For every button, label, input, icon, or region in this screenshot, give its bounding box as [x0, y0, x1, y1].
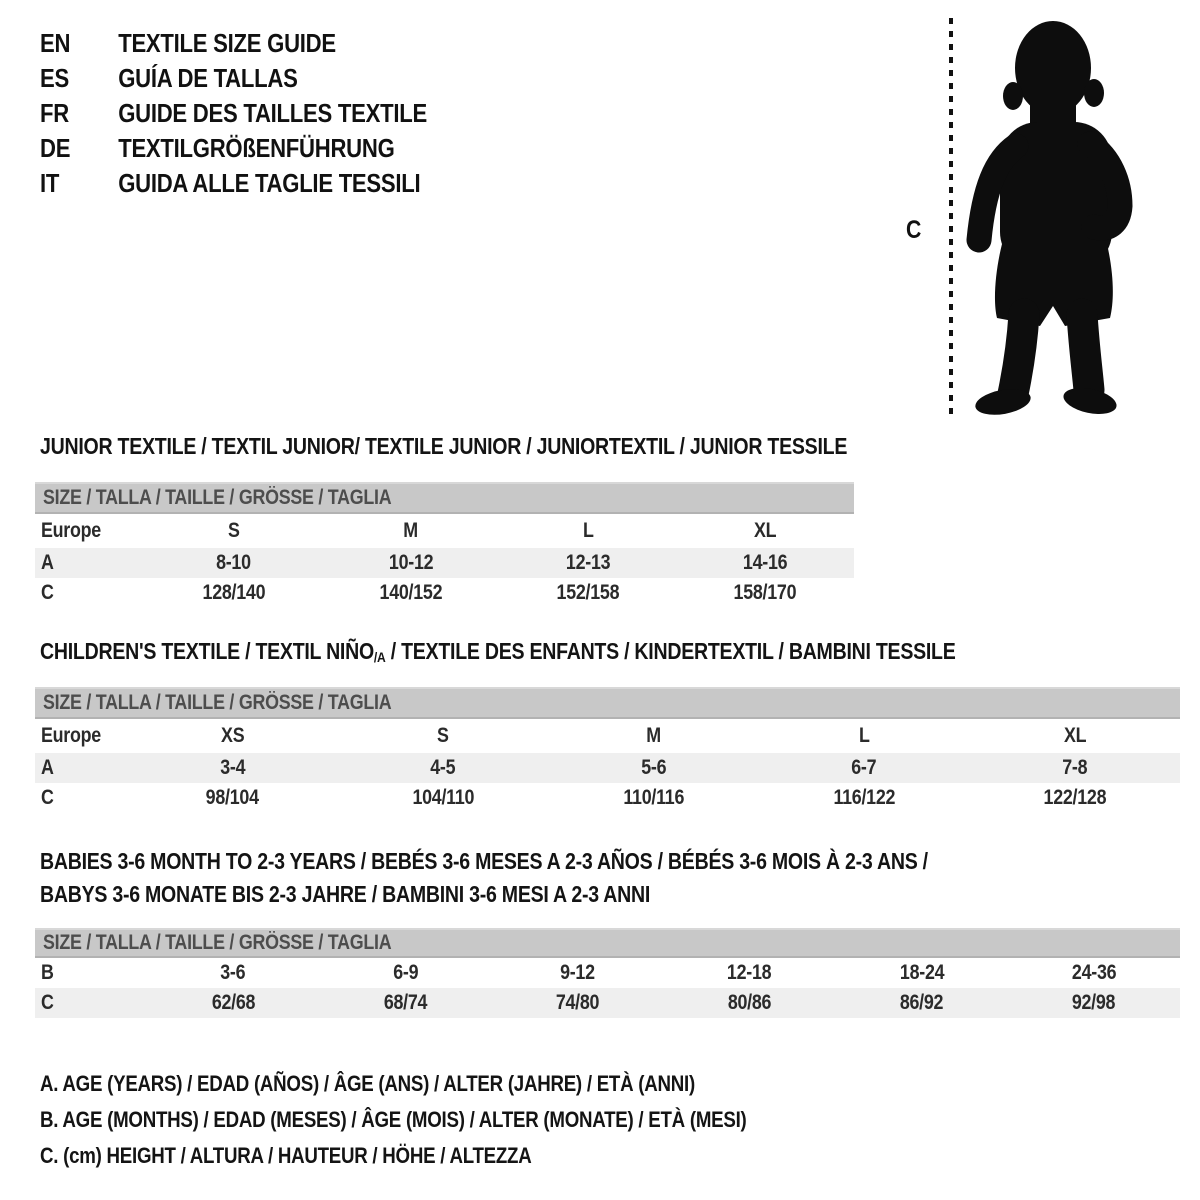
row-label: Europe [41, 724, 101, 747]
children-title-subscript: /A [373, 650, 386, 667]
row-label: C [41, 991, 54, 1014]
age-value: 6-9 [392, 961, 418, 984]
height-value: 68/74 [383, 991, 427, 1014]
table-row [35, 578, 854, 608]
age-value: 12-18 [727, 961, 772, 984]
table-row [35, 719, 1180, 753]
row-label: Europe [41, 519, 101, 542]
legend-line-c: C. (cm) HEIGHT / ALTURA / HAUTEUR / HÖHE / ALTEZZA [40, 1143, 532, 1168]
size-value: S [437, 724, 449, 747]
age-value: 9-12 [560, 961, 595, 984]
height-value: 98/104 [205, 786, 259, 809]
size-value: L [858, 724, 870, 747]
language-code: EN [40, 28, 71, 58]
children-title-prefix: CHILDREN'S TEXTILE / TEXTIL NIÑO [40, 638, 374, 664]
language-row [40, 166, 495, 201]
junior-section-title: JUNIOR TEXTILE / TEXTIL JUNIOR/ TEXTILE JUNIOR / JUNIORTEXTIL / JUNIOR TESSILE [40, 433, 848, 459]
junior-size-header-bar [35, 482, 854, 514]
legend-line-a: A. AGE (YEARS) / EDAD (AÑOS) / ÂGE (ANS) / ALTER (JAHRE) / ETÀ (ANNI) [40, 1071, 695, 1096]
height-dashed-line [948, 18, 954, 416]
language-label: GUÍA DE TALLAS [118, 63, 298, 93]
size-value: M [403, 519, 419, 542]
height-value: 86/92 [900, 991, 944, 1014]
row-label: C [41, 786, 54, 809]
children-section-title [40, 638, 1117, 666]
age-value: 8-10 [216, 551, 251, 574]
row-label: B [41, 961, 54, 984]
table-row [35, 514, 854, 548]
measure-legend [40, 1066, 871, 1174]
age-value: 4-5 [430, 756, 456, 779]
table-row [35, 783, 1180, 813]
baby-silhouette-icon [960, 16, 1144, 420]
age-value: 5-6 [640, 756, 666, 779]
table-row [35, 548, 854, 578]
age-value: 14-16 [743, 551, 788, 574]
legend-line-b: B. AGE (MONTHS) / EDAD (MESES) / ÂGE (MOIS) / ALTER (MONATE) / ETÀ (MESI) [40, 1107, 747, 1132]
size-header-label: SIZE / TALLA / TAILLE / GRÖSSE / TAGLIA [43, 486, 392, 509]
figure-measure-label: C [906, 216, 922, 244]
size-value: XL [754, 519, 777, 542]
language-label: GUIDA ALLE TAGLIE TESSILI [118, 168, 421, 198]
age-value: 12-13 [565, 551, 611, 574]
age-value: 18-24 [899, 961, 944, 984]
language-list [40, 26, 495, 201]
height-value: 104/110 [412, 786, 474, 809]
language-row [40, 96, 495, 131]
language-row [40, 131, 495, 166]
table-row [35, 753, 1180, 783]
height-value: 140/152 [379, 581, 443, 604]
language-code: FR [40, 98, 69, 128]
height-value: 110/116 [623, 786, 684, 809]
size-value: L [582, 519, 594, 542]
language-row [40, 61, 495, 96]
size-value: M [646, 724, 661, 747]
babies-size-table [35, 928, 1180, 1018]
row-label: C [41, 581, 54, 604]
language-label: TEXTILE SIZE GUIDE [118, 28, 336, 58]
age-value: 3-4 [219, 756, 245, 779]
age-value: 10-12 [388, 551, 434, 574]
language-code: DE [40, 133, 71, 163]
height-value: 74/80 [555, 991, 600, 1014]
age-value: 24-36 [1071, 961, 1117, 984]
size-value: S [227, 519, 240, 542]
height-value: 62/68 [211, 991, 255, 1014]
height-value: 92/98 [1072, 991, 1116, 1014]
size-header-label: SIZE / TALLA / TAILLE / GRÖSSE / TAGLIA [43, 691, 392, 714]
age-value: 6-7 [851, 756, 877, 779]
language-label: TEXTILGRÖßENFÜHRUNG [118, 133, 395, 163]
row-label: A [41, 756, 54, 779]
table-row [35, 958, 1180, 988]
height-value: 80/86 [727, 991, 772, 1014]
babies-title-line2: BABYS 3-6 MONATE BIS 2-3 JAHRE / BAMBINI 3-6 MESI A 2-3 ANNI [40, 881, 651, 907]
size-value: XS [220, 724, 244, 747]
row-label: A [41, 551, 54, 574]
children-title-suffix: / TEXTILE DES ENFANTS / KINDERTEXTIL / BAMBINI TESSILE [385, 638, 956, 664]
height-value: 152/158 [556, 581, 620, 604]
children-size-table [35, 687, 1180, 813]
children-size-header-bar [35, 687, 1180, 719]
babies-size-header-bar [35, 928, 1180, 958]
language-row [40, 26, 495, 61]
language-label: GUIDE DES TAILLES TEXTILE [118, 98, 427, 128]
language-code: ES [40, 63, 69, 93]
height-value: 116/122 [833, 786, 895, 809]
age-value: 3-6 [220, 961, 246, 984]
table-row [35, 988, 1180, 1018]
height-value: 128/140 [202, 581, 265, 604]
language-code: IT [40, 168, 60, 198]
babies-title-line1: BABIES 3-6 MONTH TO 2-3 YEARS / BEBÉS 3-6 MESES A 2-3 AÑOS / BÉBÉS 3-6 MOIS À 2-3 ANS / [40, 848, 928, 874]
height-value: 158/170 [734, 581, 797, 604]
size-value: XL [1063, 724, 1086, 747]
age-value: 7-8 [1062, 756, 1088, 779]
babies-section-title [40, 845, 1085, 911]
size-header-label: SIZE / TALLA / TAILLE / GRÖSSE / TAGLIA [43, 931, 392, 954]
height-value: 122/128 [1043, 786, 1107, 809]
junior-size-table [35, 482, 854, 608]
